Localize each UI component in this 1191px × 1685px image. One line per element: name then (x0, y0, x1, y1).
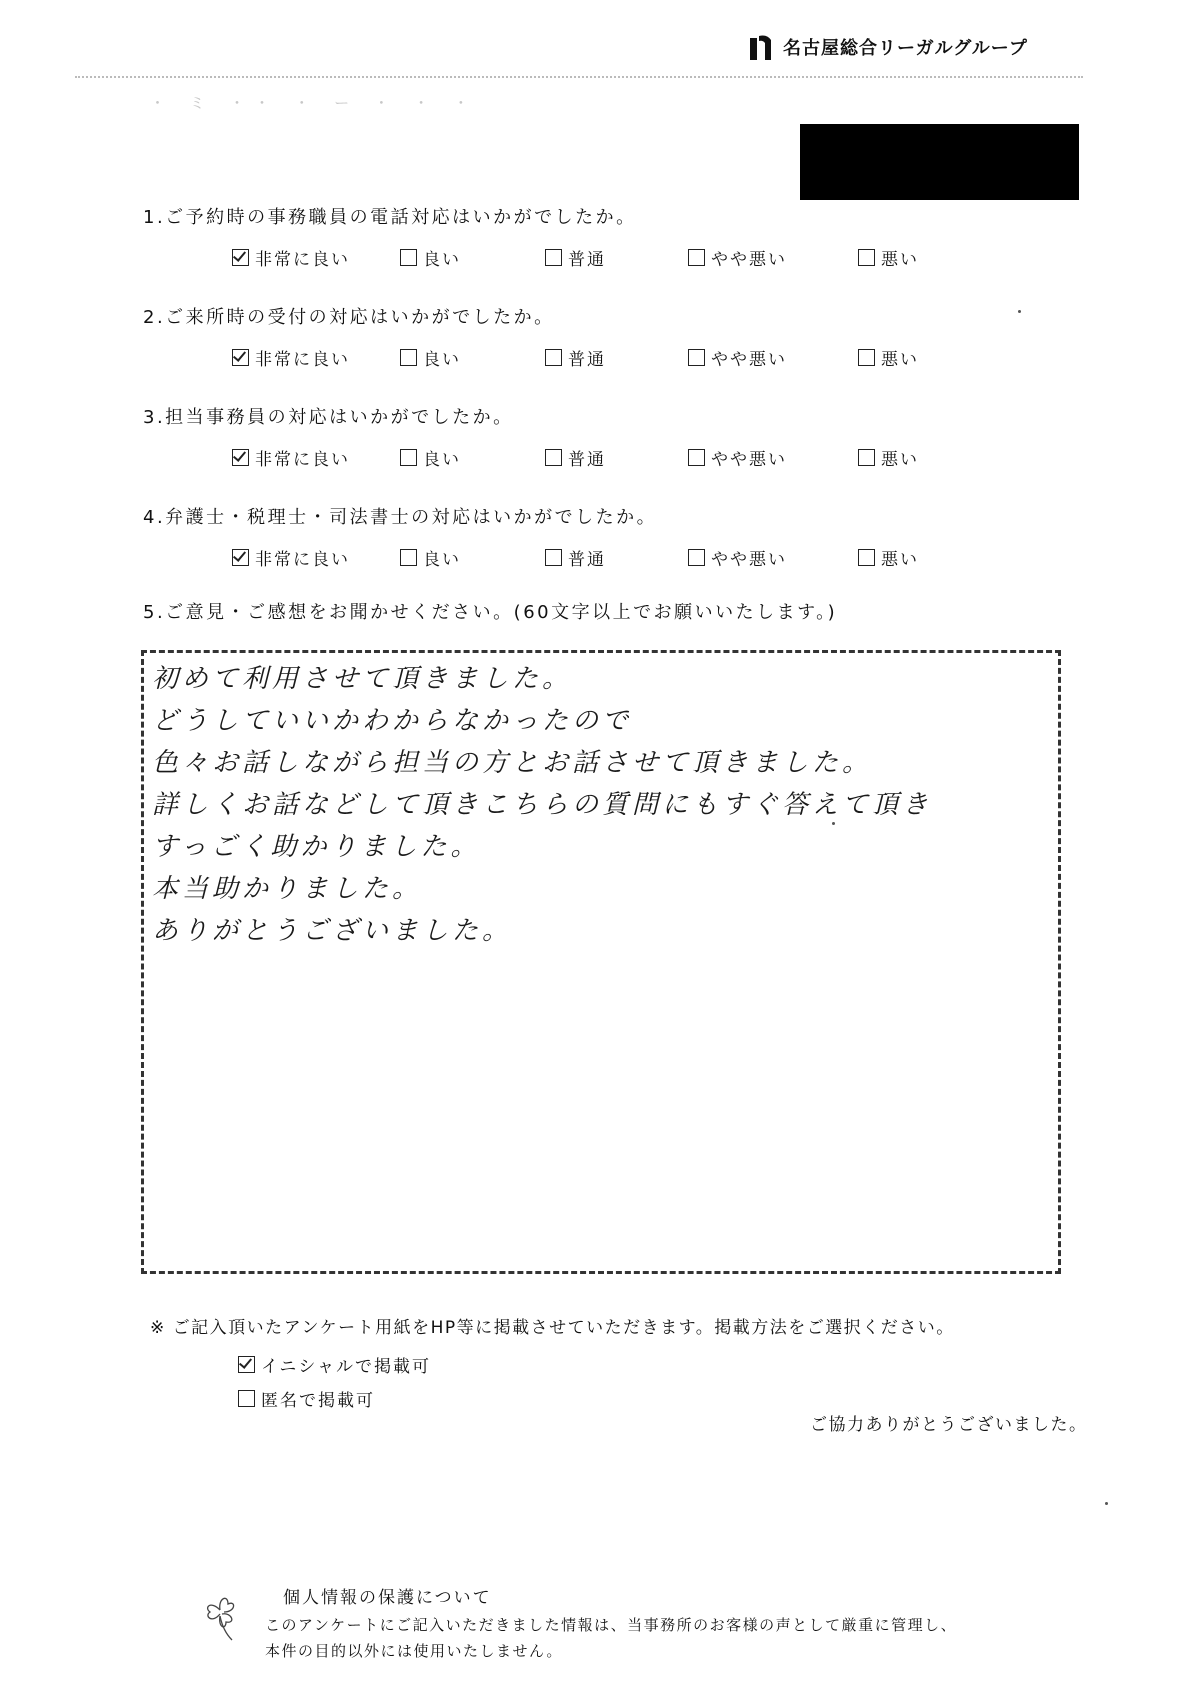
question-2-option[interactable] (688, 345, 787, 370)
checkbox[interactable] (238, 1390, 255, 1407)
comment-line-7: ありがとうございました。 (152, 916, 513, 946)
option-label: 非常に良い (255, 350, 350, 370)
header-divider (75, 76, 1083, 78)
option-label: 良い (423, 250, 461, 270)
checkbox[interactable] (545, 449, 562, 466)
checkbox[interactable] (688, 449, 705, 466)
clover-icon (190, 1582, 250, 1642)
option-label: やや悪い (711, 250, 787, 270)
question-1-option[interactable] (232, 245, 350, 270)
stray-dot (1105, 1502, 1108, 1505)
option-label: やや悪い (711, 450, 787, 470)
option-label: 普通 (568, 450, 606, 470)
checkbox[interactable] (858, 249, 875, 266)
checkbox[interactable] (858, 549, 875, 566)
checkbox[interactable] (545, 349, 562, 366)
logo-mark-icon (747, 32, 777, 62)
question-4-option[interactable] (858, 545, 919, 570)
checkbox[interactable] (688, 349, 705, 366)
checkbox[interactable] (858, 349, 875, 366)
option-label: イニシャルで掲載可 (261, 1357, 431, 1377)
option-label: 匿名で掲載可 (261, 1391, 375, 1411)
checkbox[interactable] (232, 249, 249, 266)
privacy-title: 個人情報の保護について (283, 1588, 492, 1608)
option-label: 悪い (881, 250, 919, 270)
publication-option-anonymous[interactable] (238, 1386, 375, 1411)
option-label: 良い (423, 450, 461, 470)
question-4-option[interactable] (232, 545, 350, 570)
option-label: 普通 (568, 250, 606, 270)
org-logo (747, 32, 1028, 62)
option-label: 非常に良い (255, 250, 350, 270)
publication-note: ※ ご記入頂いたアンケート用紙をHP等に掲載させていただきます。掲載方法をご選択ください。 (150, 1318, 955, 1338)
question-2-text: 2.ご来所時の受付の対応はいかがでしたか。 (143, 307, 555, 328)
question-1-option[interactable] (858, 245, 919, 270)
question-1-text: 1.ご予約時の事務職員の電話対応はいかがでしたか。 (143, 207, 637, 228)
option-label: 悪い (881, 550, 919, 570)
question-4-option[interactable] (545, 545, 606, 570)
question-3-text: 3.担当事務員の対応はいかがでしたか。 (143, 407, 514, 428)
question-1-option[interactable] (688, 245, 787, 270)
handwritten-comment (152, 658, 932, 952)
question-4-text: 4.弁護士・税理士・司法書士の対応はいかがでしたか。 (143, 507, 658, 528)
option-label: 非常に良い (255, 450, 350, 470)
stray-dot (832, 822, 835, 825)
stray-dot (1018, 310, 1021, 313)
question-2-option[interactable] (858, 345, 919, 370)
redaction-block (800, 124, 1079, 200)
checkbox[interactable] (545, 549, 562, 566)
privacy-line-1: このアンケートにご記入いただきました情報は、当事務所のお客様の声として厳重に管理し、 (265, 1616, 958, 1634)
publication-option-initials[interactable] (238, 1352, 431, 1377)
question-5-text: 5.ご意見・ご感想をお聞かせください。(60文字以上でお願いいたします。) (143, 602, 838, 623)
comment-line-1: 初めて利用させて頂きました。 (152, 664, 573, 694)
comment-line-4: 詳しくお話などして頂きこちらの質問にもすぐ答えて頂き (152, 790, 933, 820)
question-3-option[interactable] (400, 445, 461, 470)
checkbox[interactable] (858, 449, 875, 466)
thanks-message: ご協力ありがとうございました。 (810, 1415, 1088, 1435)
question-3-option[interactable] (545, 445, 606, 470)
option-label: 非常に良い (255, 550, 350, 570)
question-2-option[interactable] (400, 345, 461, 370)
checkbox[interactable] (232, 449, 249, 466)
option-label: 良い (423, 350, 461, 370)
privacy-line-2: 本件の目的以外には使用いたしません。 (265, 1642, 563, 1660)
comment-line-5: すっごく助かりました。 (152, 832, 481, 862)
question-4-option[interactable] (688, 545, 787, 570)
checkbox[interactable] (688, 549, 705, 566)
question-2-option[interactable] (545, 345, 606, 370)
option-label: 良い (423, 550, 461, 570)
comment-line-6: 本当助かりました。 (152, 874, 423, 904)
checkbox[interactable] (238, 1356, 255, 1373)
question-1-option[interactable] (545, 245, 606, 270)
checkbox[interactable] (400, 549, 417, 566)
checkbox[interactable] (400, 449, 417, 466)
comment-line-2: どうしていいかわからなかったので (152, 706, 633, 736)
option-label: 悪い (881, 350, 919, 370)
checkbox[interactable] (232, 349, 249, 366)
checkbox[interactable] (400, 349, 417, 366)
org-name: 名古屋総合リーガルグループ (783, 38, 1028, 59)
privacy-body (265, 1612, 957, 1664)
comment-line-3: 色々お話しながら担当の方とお話させて頂きました。 (152, 748, 873, 778)
faint-scan-marks: ・ ミ ・・ ・ ー ・ ・ ・ (150, 94, 479, 112)
question-3-option[interactable] (688, 445, 787, 470)
option-label: 悪い (881, 450, 919, 470)
option-label: やや悪い (711, 550, 787, 570)
question-3-option[interactable] (858, 445, 919, 470)
option-label: やや悪い (711, 350, 787, 370)
question-3-option[interactable] (232, 445, 350, 470)
question-2-option[interactable] (232, 345, 350, 370)
checkbox[interactable] (545, 249, 562, 266)
option-label: 普通 (568, 550, 606, 570)
checkbox[interactable] (688, 249, 705, 266)
question-4-option[interactable] (400, 545, 461, 570)
checkbox[interactable] (400, 249, 417, 266)
option-label: 普通 (568, 350, 606, 370)
checkbox[interactable] (232, 549, 249, 566)
question-1-option[interactable] (400, 245, 461, 270)
